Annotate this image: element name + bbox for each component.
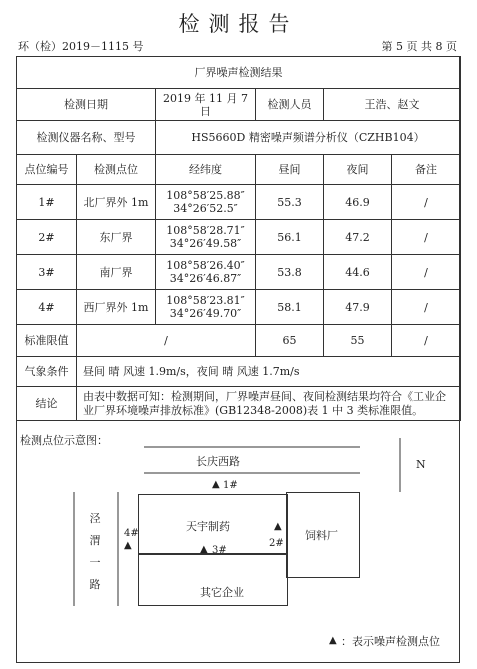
point-id: 2# xyxy=(17,220,77,255)
point-site: 西厂界外 1m xyxy=(77,290,156,325)
point-coord xyxy=(156,185,256,220)
note-value: / xyxy=(392,290,461,325)
point-site: 东厂界 xyxy=(77,220,156,255)
weather-value: 昼间 晴 风速 1.9m/s，夜间 晴 风速 1.7m/s xyxy=(77,357,461,387)
latitude: 34°26′52.5″ xyxy=(173,202,238,215)
table-row xyxy=(17,185,461,220)
limit-label: 标准限值 xyxy=(17,325,77,357)
limit-day: 65 xyxy=(256,325,324,357)
point-id: 4# xyxy=(17,290,77,325)
note-value: / xyxy=(392,255,461,290)
road-left-char: 一 xyxy=(89,556,101,569)
day-value: 58.1 xyxy=(256,290,324,325)
staff-label: 检测人员 xyxy=(256,89,324,121)
point-coord xyxy=(156,255,256,290)
longitude: 108°58′28.71″ xyxy=(166,224,245,237)
page-info: 第 5 页 共 8 页 xyxy=(381,40,457,53)
staff-value: 王浩、赵文 xyxy=(324,89,461,121)
night-value: 46.9 xyxy=(324,185,392,220)
longitude: 108°58′25.88″ xyxy=(166,189,245,202)
conclusion-value: 由表中数据可知：检测期间，厂界噪声昼间、夜间检测结果均符合《工业企业厂界环境噪声排放标准》(GB12348-2008)表 1 中 3 类标准限值。 xyxy=(77,387,461,421)
col-header-note: 备注 xyxy=(392,155,461,185)
road-left-char: 路 xyxy=(89,578,101,591)
longitude: 108°58′26.40″ xyxy=(166,259,245,272)
col-header-day: 昼间 xyxy=(256,155,324,185)
longitude: 108°58′23.81″ xyxy=(166,294,245,307)
point-coord xyxy=(156,290,256,325)
point-site: 南厂界 xyxy=(77,255,156,290)
col-header-site: 检测点位 xyxy=(77,155,156,185)
latitude: 34°26′49.70″ xyxy=(169,307,242,320)
weather-label: 气象条件 xyxy=(17,357,77,387)
table-row xyxy=(17,220,461,255)
point-id: 3# xyxy=(17,255,77,290)
section-title: 厂界噪声检测结果 xyxy=(17,57,461,89)
legend-triangle-icon: ▲ xyxy=(329,635,337,646)
point-3-icon: ▲ xyxy=(200,544,208,555)
legend-text: ：表示噪声检测点位 xyxy=(341,635,440,648)
road-left-label xyxy=(88,508,102,596)
day-value: 53.8 xyxy=(256,255,324,290)
diagram-label: 检测点位示意图： xyxy=(20,434,108,447)
latitude: 34°26′49.58″ xyxy=(169,237,242,250)
point-1-icon: ▲ xyxy=(212,479,220,490)
table-row xyxy=(17,255,461,290)
road-top-label: 长庆西路 xyxy=(196,455,240,468)
note-value: / xyxy=(392,220,461,255)
report-number: 环（检）2019－1115 号 xyxy=(18,40,144,53)
note-value: / xyxy=(392,185,461,220)
results-table xyxy=(16,56,461,421)
point-4-label: 4# xyxy=(124,528,139,539)
table-row xyxy=(17,290,461,325)
point-2-icon: ▲ xyxy=(274,521,282,532)
instrument-label: 检测仪器名称、型号 xyxy=(17,121,156,155)
day-value: 56.1 xyxy=(256,220,324,255)
document-title: 检测报告 xyxy=(178,12,299,36)
point-2-label: 2# xyxy=(269,538,284,549)
other-enterprise-label: 其它企业 xyxy=(200,586,244,599)
col-header-night: 夜间 xyxy=(324,155,392,185)
point-site: 北厂界外 1m xyxy=(77,185,156,220)
col-header-id: 点位编号 xyxy=(17,155,77,185)
feed-factory-label: 饲料厂 xyxy=(305,529,338,542)
date-label: 检测日期 xyxy=(17,89,156,121)
conclusion-label: 结论 xyxy=(17,387,77,421)
night-value: 47.9 xyxy=(324,290,392,325)
north-label: N xyxy=(416,458,426,471)
night-value: 47.2 xyxy=(324,220,392,255)
night-value: 44.6 xyxy=(324,255,392,290)
latitude: 34°26′46.87″ xyxy=(169,272,242,285)
col-header-coord: 经纬度 xyxy=(156,155,256,185)
instrument-value: HS5660D 精密噪声频谱分析仪（CZHB104） xyxy=(156,121,461,155)
limit-coord: / xyxy=(77,325,256,357)
date-value: 2019 年 11 月 7 日 xyxy=(156,89,256,121)
road-left-char: 渭 xyxy=(89,534,101,547)
point-id: 1# xyxy=(17,185,77,220)
point-1-label: 1# xyxy=(223,480,238,491)
point-3-label: 3# xyxy=(212,545,227,556)
limit-night: 55 xyxy=(324,325,392,357)
site-diagram xyxy=(16,430,460,663)
road-left-char: 泾 xyxy=(89,512,101,525)
limit-note: / xyxy=(392,325,461,357)
plant-label: 天宇制药 xyxy=(186,520,230,533)
day-value: 55.3 xyxy=(256,185,324,220)
point-4-icon: ▲ xyxy=(124,540,132,551)
point-coord xyxy=(156,220,256,255)
